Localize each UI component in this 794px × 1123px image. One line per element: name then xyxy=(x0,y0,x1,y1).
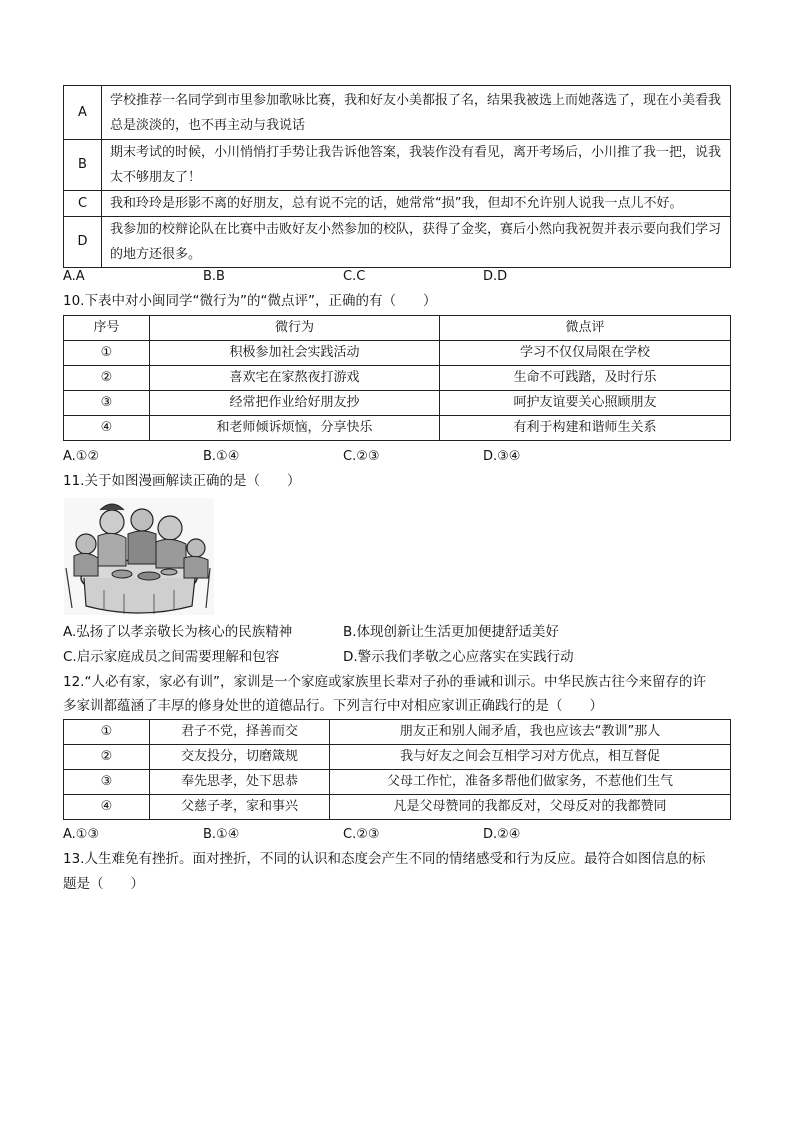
q11-option-c[interactable]: C.启示家庭成员之间需要理解和包容 xyxy=(63,649,280,665)
q9-row-c-label: C xyxy=(64,191,102,217)
q10-table xyxy=(63,315,731,441)
q12-option-c[interactable]: C.②③ xyxy=(343,827,380,842)
q10-option-d[interactable]: D.③④ xyxy=(483,449,521,464)
q12-stem-line1: 12.“人必有家，家必有训”，家训是一个家庭或家族里长辈对子孙的垂诫和训示。中华民族古往今来留存的许 xyxy=(63,674,706,690)
q10-row-behavior: 和老师倾诉烦恼，分享快乐 xyxy=(150,416,440,441)
q12-stem-line2: 多家训都蕴涵了丰厚的修身处世的道德品行。下列言行中对相应家训正确践行的是（ ） xyxy=(63,698,603,714)
q10-row-index: ② xyxy=(64,366,150,391)
q12-option-d[interactable]: D.②④ xyxy=(483,827,521,842)
q10-header-behavior: 微行为 xyxy=(150,316,440,341)
q10-row-comment: 有利于构建和谐师生关系 xyxy=(440,416,731,441)
q9-option-d[interactable]: D.D xyxy=(483,269,508,284)
q9-row-d-text: 我参加的校辩论队在比赛中击败好友小然参加的校队，获得了金奖，赛后小然向我祝贺并表示要向我们学习的地方还很多。 xyxy=(102,217,731,268)
q10-row-index: ③ xyxy=(64,391,150,416)
q10-row-comment: 学习不仅仅局限在学校 xyxy=(440,341,731,366)
q12-row-index: ③ xyxy=(64,770,150,795)
q12-table xyxy=(63,719,731,820)
q11-option-b[interactable]: B.体现创新让生活更加便捷舒适美好 xyxy=(343,624,560,640)
q9-row-a-text: 学校推荐一名同学到市里参加歌咏比赛，我和好友小美都报了名，结果我被选上而她落选了，现在小美看我总是淡淡的，也不再主动与我说话 xyxy=(102,86,731,140)
q10-option-b[interactable]: B.①④ xyxy=(203,449,240,464)
q10-header-index: 序号 xyxy=(64,316,150,341)
q11-stem: 11.关于如图漫画解读正确的是（ ） xyxy=(63,473,301,489)
q9-row-a-label: A xyxy=(64,86,102,140)
q10-row-behavior: 喜欢宅在家熬夜打游戏 xyxy=(150,366,440,391)
q9-row-c-text: 我和玲玲是形影不离的好朋友，总有说不完的话，她常常“损”我，但却不允许别人说我一点儿不好。 xyxy=(102,191,731,217)
q10-stem: 10.下表中对小闽同学“微行为”的“微点评”，正确的有（ ） xyxy=(63,293,437,309)
q12-row-index: ④ xyxy=(64,795,150,820)
q12-row-action: 朋友正和别人闹矛盾，我也应该去“教训”那人 xyxy=(330,720,731,745)
q10-row-comment: 呵护友谊要关心照顾朋友 xyxy=(440,391,731,416)
q9-option-c[interactable]: C.C xyxy=(343,269,366,284)
q10-row-index: ④ xyxy=(64,416,150,441)
q12-row-action: 我与好友之间会互相学习对方优点，相互督促 xyxy=(330,745,731,770)
q12-row-index: ① xyxy=(64,720,150,745)
q12-row-motto: 君子不党，择善而交 xyxy=(150,720,330,745)
q9-option-b[interactable]: B.B xyxy=(203,269,225,284)
q9-table xyxy=(63,85,731,268)
q12-option-b[interactable]: B.①④ xyxy=(203,827,240,842)
q10-row-index: ① xyxy=(64,341,150,366)
q9-row-b-text: 期末考试的时候，小川悄悄打手势让我告诉他答案，我装作没有看见，离开考场后，小川推了我一把，说我太不够朋友了！ xyxy=(102,140,731,191)
q12-row-action: 凡是父母赞同的我都反对，父母反对的我都赞同 xyxy=(330,795,731,820)
q9-row-d-label: D xyxy=(64,217,102,268)
q13-stem-line2: 题是（ ） xyxy=(63,876,144,892)
family-dinner-cartoon-image xyxy=(64,498,214,615)
q13-stem-line1: 13.人生难免有挫折。面对挫折，不同的认识和态度会产生不同的情绪感受和行为反应。最符合如图信息的标 xyxy=(63,851,706,867)
q10-option-a[interactable]: A.①② xyxy=(63,449,100,464)
q10-row-comment: 生命不可践踏，及时行乐 xyxy=(440,366,731,391)
q10-row-behavior: 经常把作业给好朋友抄 xyxy=(150,391,440,416)
q12-row-action: 父母工作忙，准备多帮他们做家务，不惹他们生气 xyxy=(330,770,731,795)
family-dinner-cartoon-drawing xyxy=(64,498,214,615)
q10-header-comment: 微点评 xyxy=(440,316,731,341)
q9-option-a[interactable]: A.A xyxy=(63,269,85,284)
q12-row-motto: 交友投分，切磨箴规 xyxy=(150,745,330,770)
q10-option-c[interactable]: C.②③ xyxy=(343,449,380,464)
q12-row-motto: 奉先思孝，处下思恭 xyxy=(150,770,330,795)
q11-option-d[interactable]: D.警示我们孝敬之心应落实在实践行动 xyxy=(343,649,574,665)
q12-option-a[interactable]: A.①③ xyxy=(63,827,100,842)
q12-row-motto: 父慈子孝，家和事兴 xyxy=(150,795,330,820)
q10-row-behavior: 积极参加社会实践活动 xyxy=(150,341,440,366)
q11-option-a[interactable]: A.弘扬了以孝亲敬长为核心的民族精神 xyxy=(63,624,293,640)
q12-row-index: ② xyxy=(64,745,150,770)
q9-row-b-label: B xyxy=(64,140,102,191)
